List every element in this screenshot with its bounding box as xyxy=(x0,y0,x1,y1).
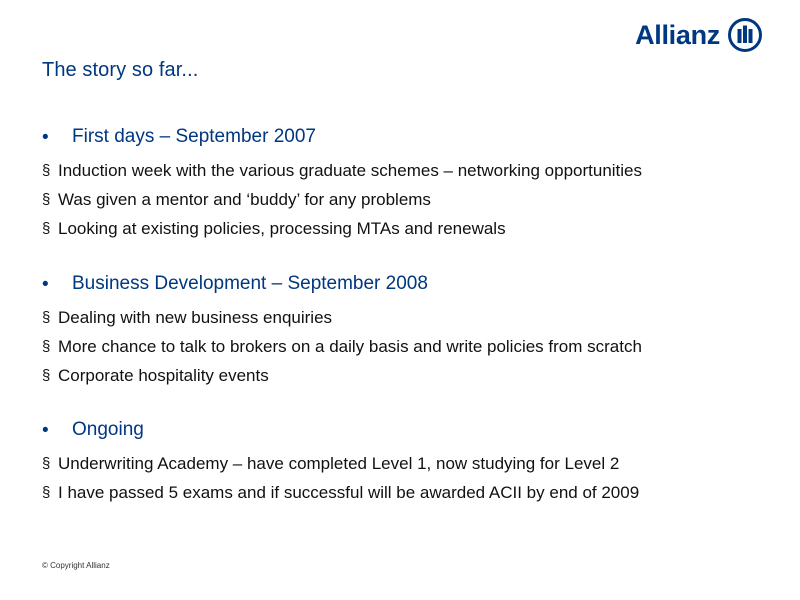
list-item xyxy=(0,308,800,337)
allianz-eagle-icon xyxy=(728,18,762,52)
bullet-marker: § xyxy=(42,484,51,501)
section-ongoing xyxy=(0,419,800,512)
list-item-text: I have passed 5 exams and if successful will be awarded ACII by end of 2009 xyxy=(58,483,640,502)
list-item-text: Was given a mentor and ‘buddy’ for any problems xyxy=(58,190,431,209)
section-heading xyxy=(0,419,800,443)
list-item xyxy=(0,190,800,219)
list-item xyxy=(0,161,800,190)
list-item xyxy=(0,366,800,395)
list-item xyxy=(0,337,800,366)
list-item xyxy=(0,219,800,248)
bullet-marker: § xyxy=(42,338,51,355)
bullet-dot: • xyxy=(42,127,49,148)
bullet-marker: § xyxy=(42,309,51,326)
bullet-list xyxy=(0,308,800,395)
allianz-logo xyxy=(635,18,762,52)
list-item-text: Dealing with new business enquiries xyxy=(58,308,333,327)
list-item-text: Underwriting Academy – have completed Level 1, now studying for Level 2 xyxy=(58,454,620,473)
list-item xyxy=(0,454,800,483)
bullet-marker: § xyxy=(42,455,51,472)
bullet-marker: § xyxy=(42,220,51,237)
bullet-dot: • xyxy=(42,420,49,441)
list-item-text: Looking at existing policies, processing MTAs and renewals xyxy=(58,219,506,238)
section-heading-text: Ongoing xyxy=(72,419,144,440)
copyright-notice: © Copyright Allianz xyxy=(42,561,110,570)
logo-wordmark: Allianz xyxy=(635,19,720,50)
section-heading xyxy=(0,273,800,297)
bullet-dot: • xyxy=(42,274,49,295)
section-heading-text: First days – September 2007 xyxy=(72,126,316,147)
bullet-list xyxy=(0,161,800,248)
section-heading-text: Business Development – September 2008 xyxy=(72,273,428,294)
list-item-text: Corporate hospitality events xyxy=(58,366,269,385)
bullet-marker: § xyxy=(42,367,51,384)
bullet-marker: § xyxy=(42,162,51,179)
bullet-marker: § xyxy=(42,191,51,208)
list-item-text: More chance to talk to brokers on a daily basis and write policies from scratch xyxy=(58,337,642,356)
section-first-days xyxy=(0,126,800,248)
bullet-list xyxy=(0,454,800,512)
list-item xyxy=(0,483,800,512)
section-business-development xyxy=(0,273,800,395)
section-heading xyxy=(0,126,800,150)
list-item-text: Induction week with the various graduate schemes – networking opportunities xyxy=(58,161,643,180)
slide-title: The story so far... xyxy=(42,59,199,81)
